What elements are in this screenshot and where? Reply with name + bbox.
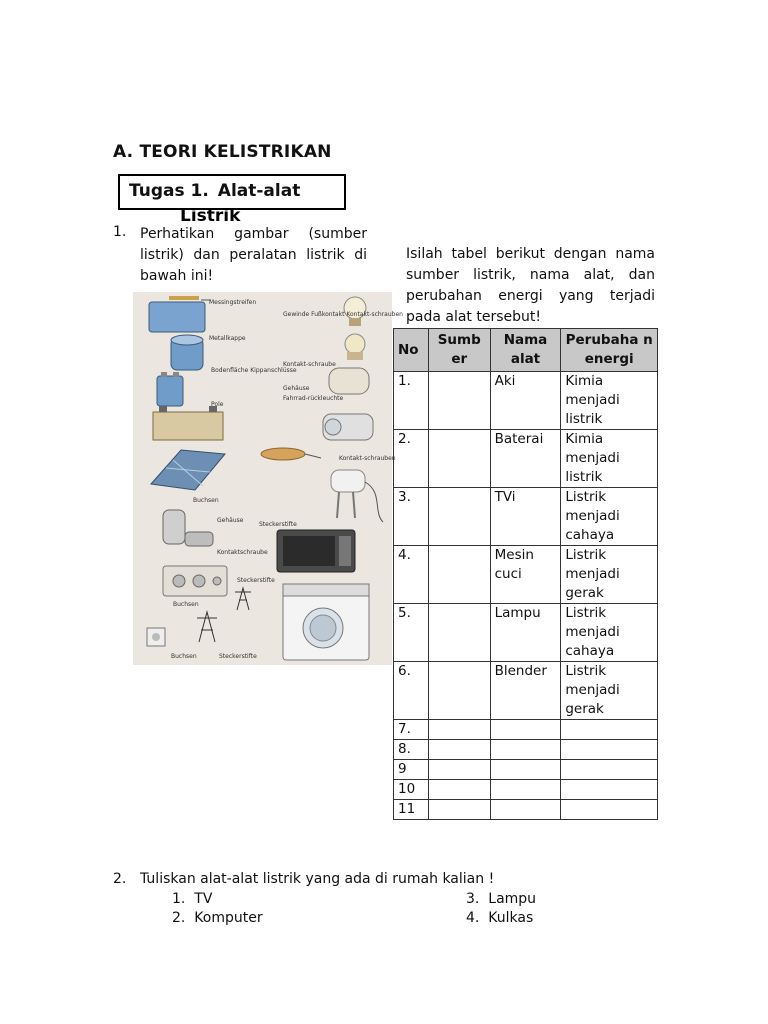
table-row bbox=[394, 372, 658, 430]
wall-socket-icon bbox=[147, 628, 165, 646]
header-no: No bbox=[394, 329, 429, 372]
fig-label: Kontaktschraube bbox=[217, 549, 268, 556]
table-row bbox=[394, 604, 658, 662]
table-row bbox=[394, 760, 658, 780]
answer-item: 1. TV bbox=[172, 891, 213, 907]
lamp-holder-icon bbox=[329, 368, 369, 394]
answer-item: 3. Lampu bbox=[466, 891, 537, 907]
cell-nama-alat: Lampu bbox=[490, 604, 561, 662]
washing-machine-icon bbox=[283, 584, 369, 660]
round-battery-icon bbox=[171, 335, 203, 370]
microwave-icon bbox=[277, 530, 355, 572]
cell-perubahan-energi: Kimia menjadi listrik bbox=[561, 372, 658, 430]
cell-sumber bbox=[428, 740, 490, 760]
cell-sumber bbox=[428, 780, 490, 800]
cell-nama-alat bbox=[490, 740, 561, 760]
cell-no: 10 bbox=[394, 780, 429, 800]
cell-nama-alat: Aki bbox=[490, 372, 561, 430]
fig-label: Buchsen bbox=[173, 601, 199, 608]
fig-label: Steckerstifte bbox=[259, 521, 297, 528]
cell-perubahan-energi bbox=[561, 760, 658, 780]
cell-sumber bbox=[428, 430, 490, 488]
table-header-row bbox=[394, 329, 658, 372]
cell-sumber bbox=[428, 662, 490, 720]
table-row bbox=[394, 488, 658, 546]
cell-no: 9 bbox=[394, 760, 429, 780]
cell-sumber bbox=[428, 760, 490, 780]
fig-label: Buchsen bbox=[193, 497, 219, 504]
section-heading: A. TEORI KELISTRIKAN bbox=[113, 142, 332, 162]
task-title: Alat-alat bbox=[217, 181, 301, 201]
header-perubahan-energi: Perubaha n energi bbox=[561, 329, 658, 372]
devices-illustration bbox=[133, 292, 403, 665]
task-clipped-text: Listrik bbox=[180, 206, 241, 226]
question-2-number: 2. bbox=[113, 871, 127, 887]
cell-nama-alat bbox=[490, 760, 561, 780]
cell-nama-alat bbox=[490, 720, 561, 740]
fig-label: Fahrrad-rückleuchte bbox=[283, 395, 344, 402]
cell-no: 5. bbox=[394, 604, 429, 662]
table-row bbox=[394, 720, 658, 740]
fig-label: Messingstreifen bbox=[209, 299, 257, 306]
cell-perubahan-energi: Listrik menjadi cahaya bbox=[561, 604, 658, 662]
cell-no: 11 bbox=[394, 800, 429, 820]
fig-label: Kontakt-schrauben bbox=[339, 455, 396, 462]
header-nama-alat: Nama alat bbox=[490, 329, 561, 372]
cell-perubahan-energi: Listrik menjadi gerak bbox=[561, 662, 658, 720]
table-row bbox=[394, 546, 658, 604]
fig-label: Gewinde Fußkontakt Kontakt-schrauben bbox=[283, 311, 403, 318]
cell-perubahan-energi bbox=[561, 800, 658, 820]
cell-nama-alat: Baterai bbox=[490, 430, 561, 488]
fig-label: Bodenfläche Kippanschlüsse bbox=[211, 367, 297, 374]
cell-sumber bbox=[428, 800, 490, 820]
fig-label: Gehäuse bbox=[283, 385, 310, 392]
cell-no: 1. bbox=[394, 372, 429, 430]
task-box bbox=[118, 174, 346, 226]
energy-table bbox=[393, 328, 658, 820]
cell-nama-alat: TVi bbox=[490, 488, 561, 546]
cell-no: 6. bbox=[394, 662, 429, 720]
answer-item: 2. Komputer bbox=[172, 910, 263, 926]
fig-label: Buchsen bbox=[171, 653, 197, 660]
table-instruction: Isilah tabel berikut dengan nama sumber listrik, nama alat, dan perubahan energi yang terjadi pada alat tersebut! bbox=[406, 246, 655, 325]
cell-nama-alat bbox=[490, 800, 561, 820]
question-2-text: Tuliskan alat-alat listrik yang ada di rumah kalian ! bbox=[140, 871, 495, 887]
cell-nama-alat: Mesin cuci bbox=[490, 546, 561, 604]
cell-perubahan-energi bbox=[561, 720, 658, 740]
fig-label: Steckerstifte bbox=[237, 577, 275, 584]
cell-no: 8. bbox=[394, 740, 429, 760]
cell-perubahan-energi: Listrik menjadi gerak bbox=[561, 546, 658, 604]
small-battery-icon bbox=[157, 372, 183, 406]
cell-perubahan-energi: Listrik menjadi cahaya bbox=[561, 488, 658, 546]
cell-perubahan-energi: Kimia menjadi listrik bbox=[561, 430, 658, 488]
cell-no: 4. bbox=[394, 546, 429, 604]
cell-no: 7. bbox=[394, 720, 429, 740]
cell-sumber bbox=[428, 488, 490, 546]
task-label: Tugas 1. bbox=[129, 181, 209, 201]
fig-label: Steckerstifte bbox=[219, 653, 257, 660]
cell-sumber bbox=[428, 372, 490, 430]
cell-no: 3. bbox=[394, 488, 429, 546]
header-sumber: Sumb er bbox=[428, 329, 490, 372]
table-row bbox=[394, 800, 658, 820]
question-1-text: Perhatikan gambar (sumber listrik) dan peralatan listrik di bawah ini! bbox=[140, 226, 367, 284]
fig-label: Metallkappe bbox=[209, 335, 246, 342]
table-row bbox=[394, 740, 658, 760]
cell-sumber bbox=[428, 546, 490, 604]
cell-sumber bbox=[428, 604, 490, 662]
rear-light-icon bbox=[323, 414, 373, 440]
answer-item: 4. Kulkas bbox=[466, 910, 534, 926]
fig-label: Gehäuse bbox=[217, 517, 244, 524]
table-row bbox=[394, 430, 658, 488]
cell-no: 2. bbox=[394, 430, 429, 488]
question-1-number: 1. bbox=[113, 224, 127, 240]
fig-label: Kontakt-schraube bbox=[283, 361, 336, 368]
fig-label: Pole bbox=[211, 401, 224, 408]
cell-nama-alat: Blender bbox=[490, 662, 561, 720]
cell-perubahan-energi bbox=[561, 740, 658, 760]
electrical-devices-figure bbox=[133, 292, 403, 665]
table-row bbox=[394, 662, 658, 720]
socket-box-icon bbox=[163, 566, 227, 596]
cell-perubahan-energi bbox=[561, 780, 658, 800]
cell-nama-alat bbox=[490, 780, 561, 800]
cell-sumber bbox=[428, 720, 490, 740]
table-row bbox=[394, 780, 658, 800]
